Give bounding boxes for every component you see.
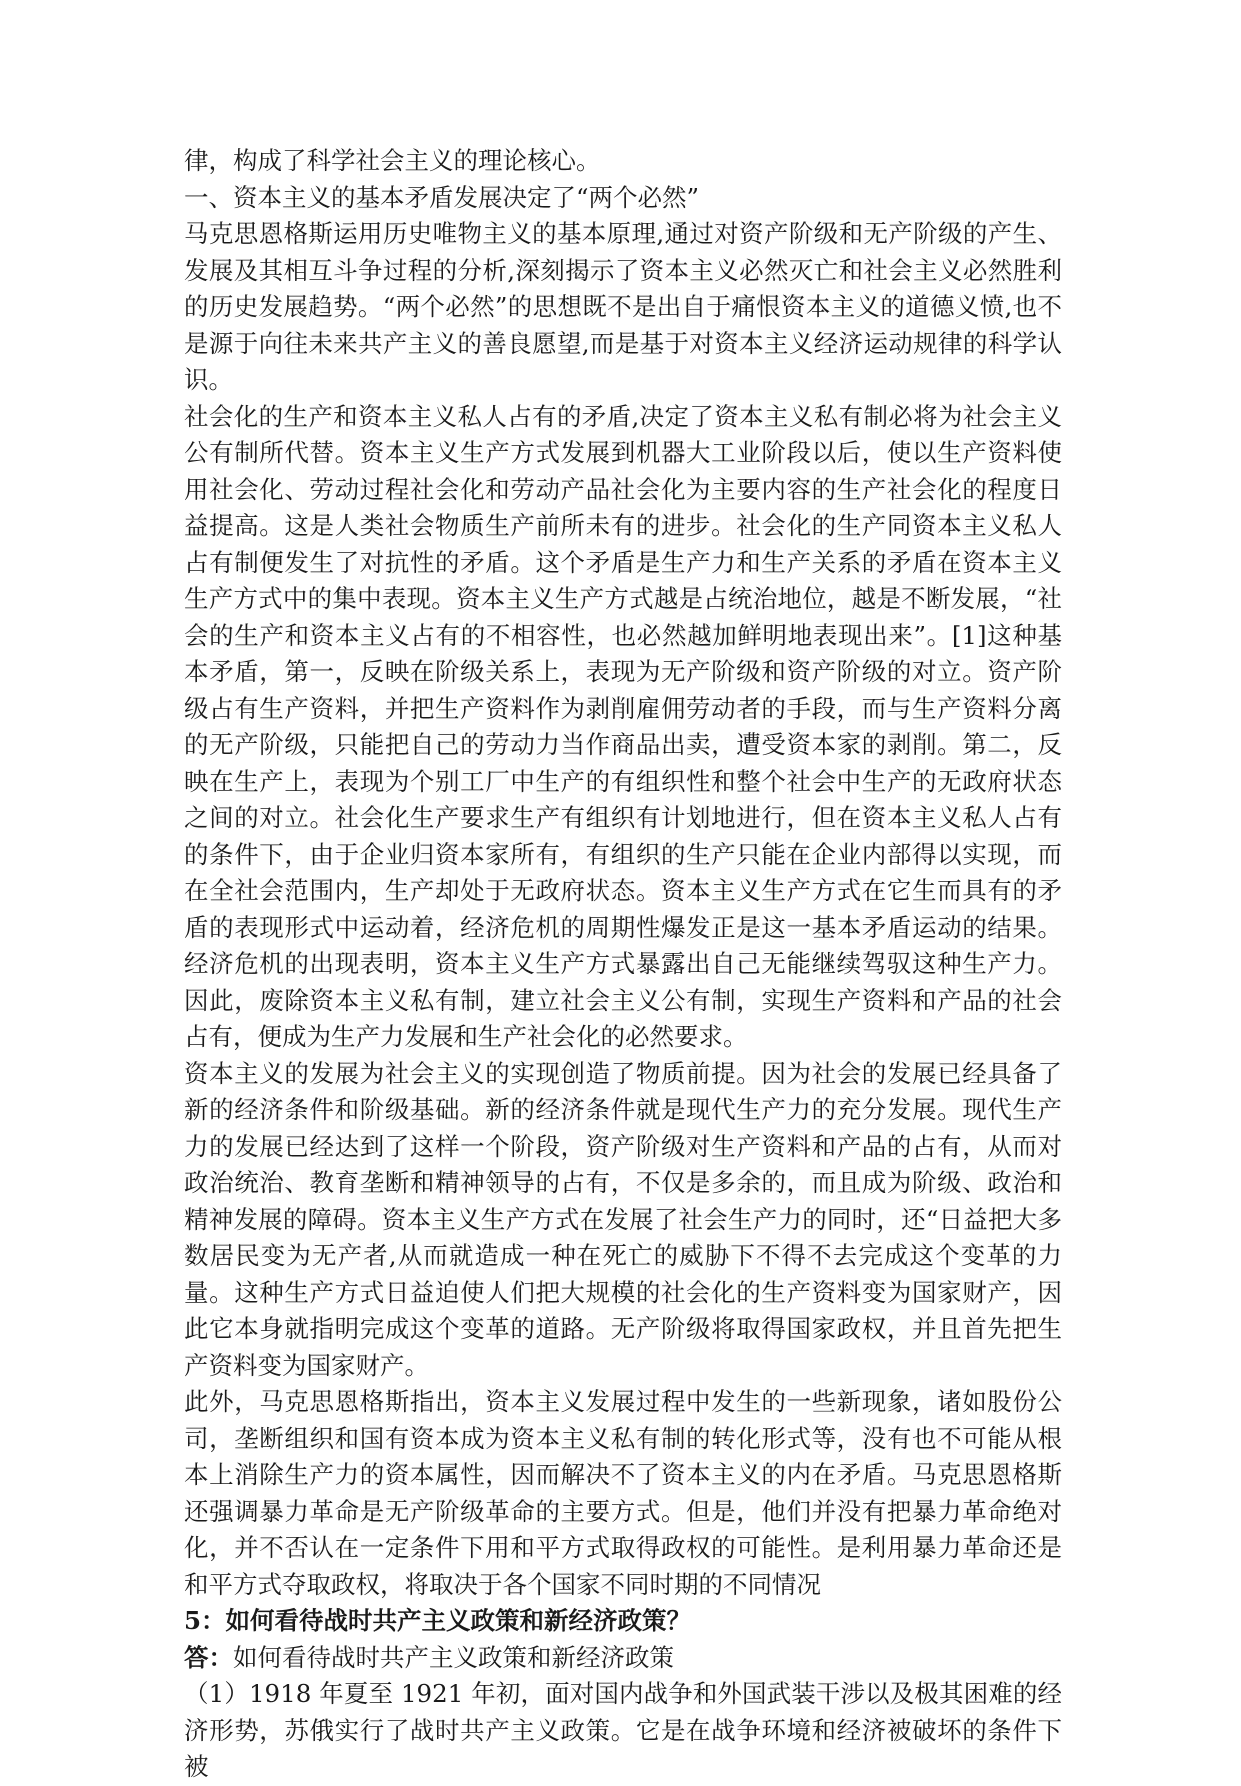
point-one: （1）1918 年夏至 1921 年初，面对国内战争和外国武装干涉以及极其困难的经济形势，苏俄实行了战时共产主义政策。它是在战争环境和经济被破坏的条件下被 [184, 1679, 1062, 1781]
section-heading: 一、资本主义的基本矛盾发展决定了“两个必然” [184, 182, 700, 212]
question-heading: 5：如何看待战时共产主义政策和新经济政策？ [184, 1606, 692, 1635]
paragraph-basic-contradiction: 社会化的生产和资本主义私人占有的矛盾,决定了资本主义私有制必将为社会主义公有制所代替。资本主义生产方式发展到机器大工业阶段以后，使以生产资料使用社会化、劳动过程社会化和劳动产品社会化为主要内容的生产社会化的程度日益提高。这是人类社会物质生产前所未有的进步。社会化的生产同资本主义私人占有制便发生了对抗性的矛盾。这个矛盾是生产力和生产关系的矛盾在资本主义生产方式中的集中表现。资本主义生产方式越是占统治地位，越是不断发展，“社会的生产和资本主义占有的不相容性，也必然越加鲜明地表现出来”。[1]这种基本矛盾，第一，反映在阶级关系上，表现为无产阶级和资产阶级的对立。资产阶级占有生产资料，并把生产资料作为剥削雇佣劳动者的手段，而与生产资料分离的无产阶级，只能把自己的劳动力当作商品出卖，遭受资本家的剥削。第二，反映在生产上，表现为个别工厂中生产的有组织性和整个社会中生产的无政府状态之间的对立。社会化生产要求生产有组织有计划地进行，但在资本主义私人占有的条件下，由于企业归资本家所有，有组织的生产只能在企业内部得以实现，而在全社会范围内，生产却处于无政府状态。资本主义生产方式在它生而具有的矛盾的表现形式中运动着，经济危机的周期性爆发正是这一基本矛盾运动的结果。经济危机的出现表明，资本主义生产方式暴露出自己无能继续驾驭这种生产力。因此，废除资本主义私有制，建立社会主义公有制，实现生产资料和产品的社会占有，便成为生产力发展和生产社会化的必然要求。 [184, 401, 1062, 1051]
document-page [184, 143, 1062, 1786]
paragraph-new-phenomena: 此外，马克思恩格斯指出，资本主义发展过程中发生的一些新现象，诸如股份公司，垄断组织和国有资本成为资本主义私有制的转化形式等，没有也不可能从根本上消除生产力的资本属性，因而解决不了资本主义的内在矛盾。马克思恩格斯还强调暴力革命是无产阶级革命的主要方式。但是，他们并没有把暴力革命绝对化，并不否认在一定条件下用和平方式取得政权的可能性。是利用暴力革命还是和平方式夺取政权，将取决于各个国家不同时期的不同情况 [184, 1387, 1062, 1599]
paragraph-continuation: 律，构成了科学社会主义的理论核心。 [184, 146, 601, 175]
paragraph-material-premise: 资本主义的发展为社会主义的实现创造了物质前提。因为社会的发展已经具备了新的经济条件和阶级基础。新的经济条件就是现代生产力的充分发展。现代生产力的发展已经达到了这样一个阶段，资产阶级对生产资料和产品的占有，从而对政治统治、教育垄断和精神领导的占有，不仅是多余的，而且成为阶级、政治和精神发展的障碍。资本主义生产方式在发展了社会生产力的同时，还“日益把大多数居民变为无产者,从而就造成一种在死亡的威胁下不得不去完成这个变革的力量。这种生产方式日益迫使人们把大规模的社会化的生产资料变为国家财产，因此它本身就指明完成这个变革的道路。无产阶级将取得国家政权，并且首先把生产资料变为国家财产。 [184, 1058, 1062, 1380]
answer-label: 答： [184, 1642, 233, 1672]
answer-line [184, 1640, 1062, 1677]
answer-text: 如何看待战时共产主义政策和新经济政策 [233, 1642, 674, 1672]
paragraph-two-inevitabilities: 马克思恩格斯运用历史唯物主义的基本原理,通过对资产阶级和无产阶级的产生、发展及其相互斗争过程的分析,深刻揭示了资本主义必然灭亡和社会主义必然胜利的历史发展趋势。“两个必然”的思想既不是出自于痛恨资本主义的道德义愤,也不是源于向往未来共产主义的善良愿望,而是基于对资本主义经济运动规律的科学认识。 [184, 219, 1062, 394]
